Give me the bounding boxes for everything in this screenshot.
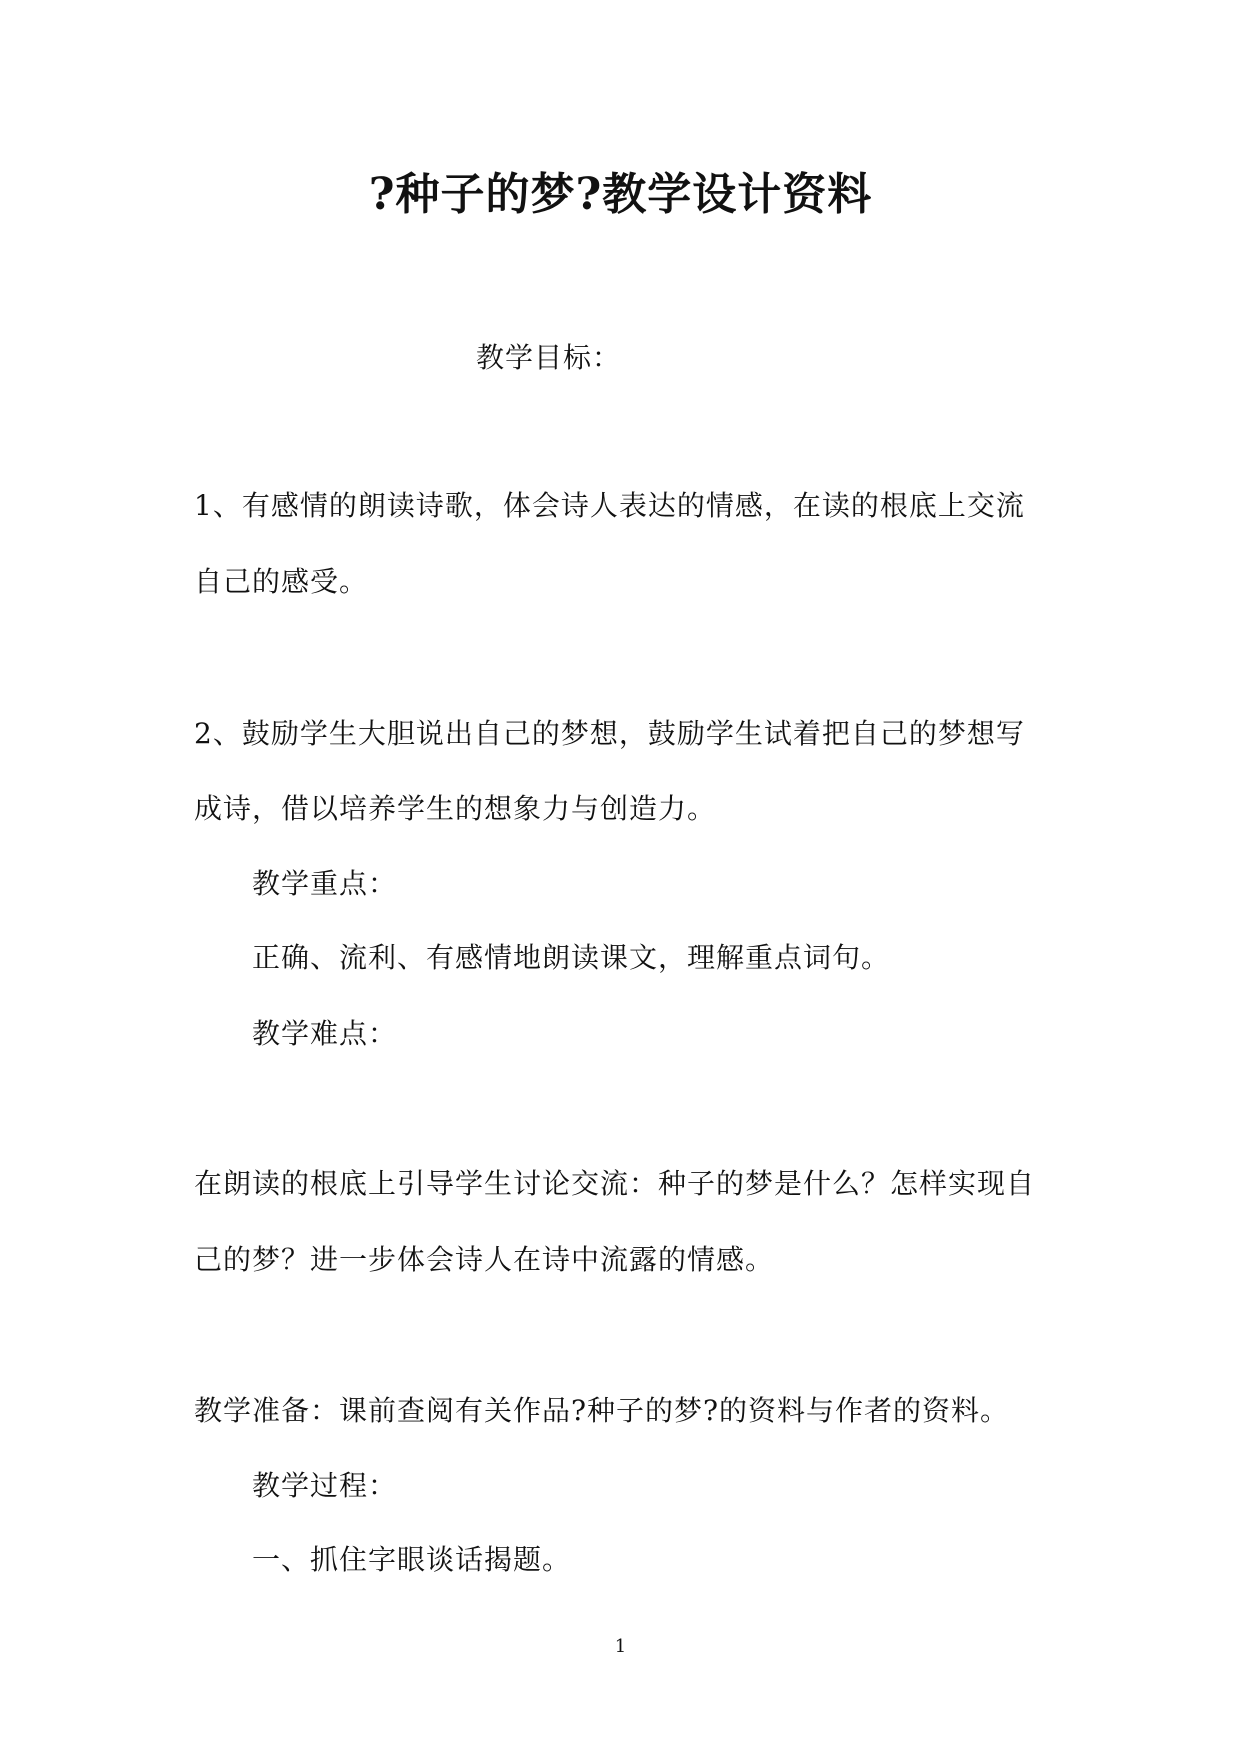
objective-2-line-2: 成诗，借以培养学生的想象力与创造力。 (194, 792, 717, 825)
objectives-heading: 教学目标： (476, 341, 622, 374)
objective-1-line-1: 1、有感情的朗读诗歌，体会诗人表达的情感，在读的根底上交流 (194, 489, 1025, 522)
process-step-1: 一、抓住字眼谈话揭题。 (252, 1543, 572, 1576)
objective-1-line-2: 自己的感受。 (194, 565, 369, 598)
key-points-heading: 教学重点： (252, 867, 398, 900)
objective-2-line-1: 2、鼓励学生大胆说出自己的梦想，鼓励学生试着把自己的梦想写 (194, 717, 1025, 750)
process-heading: 教学过程： (252, 1469, 398, 1502)
key-points-text: 正确、流利、有感情地朗读课文，理解重点词句。 (252, 941, 891, 974)
difficulties-line-2: 己的梦？进一步体会诗人在诗中流露的情感。 (194, 1243, 775, 1276)
preparation-text: 教学准备：课前查阅有关作品?种子的梦?的资料与作者的资料。 (194, 1394, 1010, 1427)
document-title: ?种子的梦?教学设计资料 (368, 169, 873, 220)
difficulties-heading: 教学难点： (252, 1017, 398, 1050)
difficulties-line-1: 在朗读的根底上引导学生讨论交流：种子的梦是什么？怎样实现自 (194, 1167, 1036, 1200)
page-number: 1 (614, 1636, 627, 1657)
